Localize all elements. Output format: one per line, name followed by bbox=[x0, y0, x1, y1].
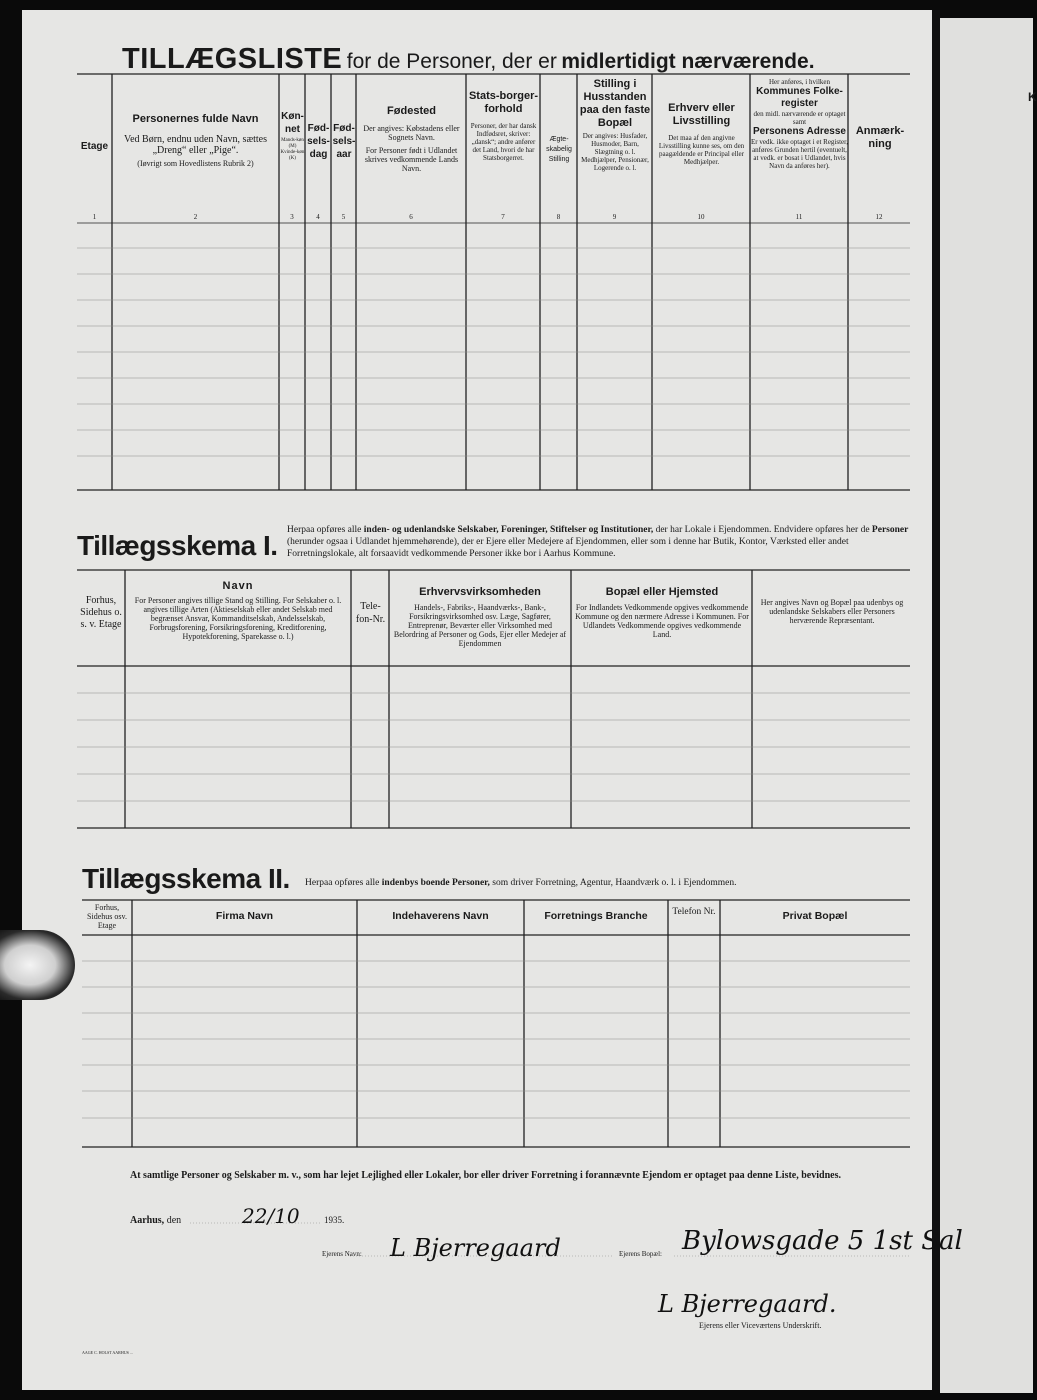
s1-col-name-title: Navn bbox=[222, 580, 254, 592]
col-name-title: Personernes fulde Navn bbox=[132, 113, 259, 125]
s2-col-branch-header: Forretnings Branche bbox=[544, 910, 648, 922]
s1-col-residence-sub: For Indlandets Vedkommende opgives vedkommende Kommune og den nærmere Adresse i Kommunen. For Udlandets Vedkommende opgives vedkommende Land. bbox=[575, 603, 749, 639]
col-num-11: 11 bbox=[795, 213, 803, 221]
list-title-bold: midlertidigt nærværende. bbox=[561, 50, 815, 73]
s1-col-business-title: Erhvervsvirksomheden bbox=[419, 586, 541, 598]
col-name-instr: Ved Børn, endnu uden Navn, sættes „Dreng“ eller „Pige“. bbox=[123, 134, 268, 156]
col-birthday-header: Fød-sels-dag bbox=[307, 123, 330, 160]
col-register-header bbox=[751, 78, 848, 170]
den-label: den bbox=[166, 1215, 182, 1226]
col-register-title: Kommunes Folke-register bbox=[756, 86, 843, 109]
skema2-intro-1: Herpaa opføres alle bbox=[305, 878, 380, 888]
skema2-title: Tillægsskema II. bbox=[82, 863, 290, 894]
col-birthplace-header bbox=[359, 105, 464, 173]
col-name-instr2: (Iøvrigt som Hovedlistens Rubrik 2) bbox=[137, 159, 254, 168]
col-num-7: 7 bbox=[501, 213, 505, 221]
col-register-sub: Er vedk. ikke optaget i et Register, anføres Grunden hertil (eventuelt, at vedk. er bosat i Udlandet, hvis Navn da anføres her). bbox=[751, 138, 848, 170]
col-birthyear-header: Fød-sels-aar bbox=[332, 123, 356, 160]
declaration-text: At samtlige Personer og Selskaber m. v., som har lejet Lejlighed eller Lokaler, bor eller driver Forretning i forannævnte Ejendom er optaget paa denne Liste, bevidnes. bbox=[130, 1170, 841, 1181]
scanner-thumb bbox=[0, 930, 75, 1000]
s2-col-owner-header: Indehaverens Navn bbox=[392, 910, 489, 922]
skema2-intro-2: som driver Forretning, Agentur, Haandværk o. l. i Ejendommen. bbox=[492, 878, 737, 888]
col-household-sub: Der angives: Husfader, Husmoder, Barn, Slægtning o. l. Medhjælper, Pensionær, Logerende o. l. bbox=[581, 132, 649, 172]
skema1-intro-2: der har Lokale i Ejendommen. bbox=[655, 525, 772, 535]
s1-col-phone-header: Tele-fon-Nr. bbox=[355, 601, 386, 625]
owner-name-handwritten: L Bjerregaard bbox=[390, 1234, 561, 1262]
signature-handwritten: L Bjerregaard. bbox=[658, 1290, 837, 1318]
col-register-title2: Personens Adresse bbox=[752, 126, 846, 137]
col-num-6: 6 bbox=[409, 213, 413, 221]
s2-col-firm-header: Firma Navn bbox=[215, 910, 274, 922]
s1-col-floor-header: Forhus, Sidehus o. s. v. Etage bbox=[80, 595, 122, 630]
owner-name-label: Ejerens Navn: bbox=[322, 1250, 362, 1258]
col-sex-title: Køn-net bbox=[281, 111, 304, 135]
col-household-title: Stilling i Husstanden paa den faste Bopæl bbox=[579, 78, 651, 129]
list-title-text: for de Personer, der er bbox=[346, 50, 557, 73]
col-household-header bbox=[578, 78, 652, 172]
col-register-pre: Her anføres, i hvilken bbox=[768, 78, 831, 86]
col-marital-header: Ægte-skabelig Stilling bbox=[546, 136, 572, 163]
next-page-letter: K bbox=[1028, 90, 1037, 104]
col-num-8: 8 bbox=[556, 213, 561, 221]
skema1-intro-3: Endvidere opføres her de bbox=[773, 525, 870, 535]
list-title bbox=[122, 43, 912, 76]
s2-col-address-header: Privat Bopæl bbox=[782, 910, 848, 922]
col-num-10: 10 bbox=[697, 213, 705, 221]
skema1-title: Tillægsskema I. bbox=[77, 530, 278, 561]
city: Aarhus, bbox=[130, 1215, 165, 1226]
skema1-intro-4: (herunder ogsaa i Udlandet hjemmehørende), der er Ejere eller Medejere af Ejendommen, eller som i denne har Butik, Kontor, Værksted eller andet Forretningslokale, alt forsaavidt vedkommende Personer ikke bor i Aarhus Kommune. bbox=[287, 537, 849, 559]
s1-col-business-header bbox=[392, 586, 568, 648]
col-remark-header: Anmærk-ning bbox=[855, 125, 905, 150]
list-title-main: TILLÆGSLISTE bbox=[122, 43, 343, 75]
skema1-intro-bold1: inden- og udenlandske Selskaber, Foreninger, Stiftelser og Institutioner, bbox=[363, 525, 654, 535]
skema2-intro bbox=[305, 878, 915, 888]
col-citizenship-sub: Personer, der har dansk Indfødsret, skriver: „dansk“; andre anfører det Land, hvori de har Statsborgerret. bbox=[470, 122, 537, 162]
col-register-mid: den midl. nærværende er optaget samt bbox=[753, 110, 846, 126]
s1-col-business-sub: Handels-, Fabriks-, Haandværks-, Bank-, Forsikringsvirksomhed osv. Læge, Sagfører, Entreprenør, Beværter eller Virksomhed med Belordring af Personer og Gods, Ejer eller Medejer af Ejendommen bbox=[393, 603, 567, 648]
col-num-1: 1 bbox=[92, 213, 97, 221]
col-num-3: 3 bbox=[290, 213, 294, 221]
col-etage-header: Etage bbox=[80, 141, 109, 152]
s1-col-residence-header bbox=[574, 586, 750, 639]
skema1-intro-1: Herpaa opføres alle bbox=[287, 525, 362, 535]
col-num-2: 2 bbox=[193, 213, 198, 221]
col-num-12: 12 bbox=[875, 213, 883, 221]
next-page-edge bbox=[940, 18, 1037, 1393]
col-citizenship-header bbox=[468, 90, 539, 162]
s1-col-residence-title: Bopæl eller Hjemsted bbox=[605, 586, 719, 598]
owner-address-handwritten: Bylowsgade 5 1st Sal bbox=[682, 1226, 963, 1256]
col-num-9: 9 bbox=[612, 213, 617, 221]
s1-col-name-sub: For Personer angives tillige Stand og Stilling. For Selskaber o. l. angives tillige Arten (Aktieselskab eller andet Selskab med begrænset Ansvar, Kommanditselskab, Andelsselskab, Forbrugsforening, Forsikringsforening, Kreditforening, Hypotekforening, Sparekasse o. l.) bbox=[134, 596, 342, 641]
col-name-header bbox=[114, 113, 277, 168]
s1-col-name-header bbox=[128, 580, 348, 641]
col-citizenship-title: Stats-borger-forhold bbox=[468, 90, 539, 115]
col-sex-sub: Mands-køn (M) Kvinde-køn (K) bbox=[280, 138, 305, 161]
s1-col-representative-header: Her angives Navn og Bopæl paa udenbys og udenlandske Selskabers eller Personers herværende Repræsentant. bbox=[760, 598, 904, 625]
col-birthplace-sub2: For Personer født i Udlandet skrives vedkommende Lands Navn. bbox=[364, 146, 459, 173]
owner-address-label: Ejerens Bopæl: bbox=[619, 1250, 662, 1258]
date-handwritten: 22/10 bbox=[242, 1204, 300, 1228]
s2-col-phone-header: Telefon Nr. bbox=[672, 907, 716, 917]
s2-col-floor-header: Forhus, Sidehus osv. Etage bbox=[87, 903, 127, 930]
col-occupation-sub: Det maa af den angivne Livsstilling kunne ses, om den paagældende er Principal eller Medhjælper. bbox=[658, 134, 745, 166]
signature-label: Ejerens eller Viceværtens Underskrift. bbox=[699, 1321, 822, 1330]
skema2-intro-bold: indenbys boende Personer, bbox=[381, 878, 490, 888]
year-label: 1935. bbox=[324, 1215, 345, 1225]
form-page bbox=[22, 10, 963, 1390]
skema1-intro-bold2: Personer bbox=[871, 525, 909, 535]
col-num-5: 5 bbox=[341, 213, 346, 221]
col-birthplace-title: Fødested bbox=[387, 105, 436, 117]
skema1-intro bbox=[287, 524, 912, 560]
col-occupation-header bbox=[654, 102, 749, 166]
col-occupation-title: Erhverv eller Livsstilling bbox=[668, 102, 735, 127]
printer-imprint: AAGE C. HOLST AARHUS ... bbox=[82, 1350, 133, 1355]
col-sex-header bbox=[280, 110, 305, 162]
city-label bbox=[130, 1215, 181, 1226]
col-num-4: 4 bbox=[316, 213, 320, 221]
col-birthplace-sub: Der angives: Købstadens eller Sognets Navn. bbox=[363, 124, 460, 142]
